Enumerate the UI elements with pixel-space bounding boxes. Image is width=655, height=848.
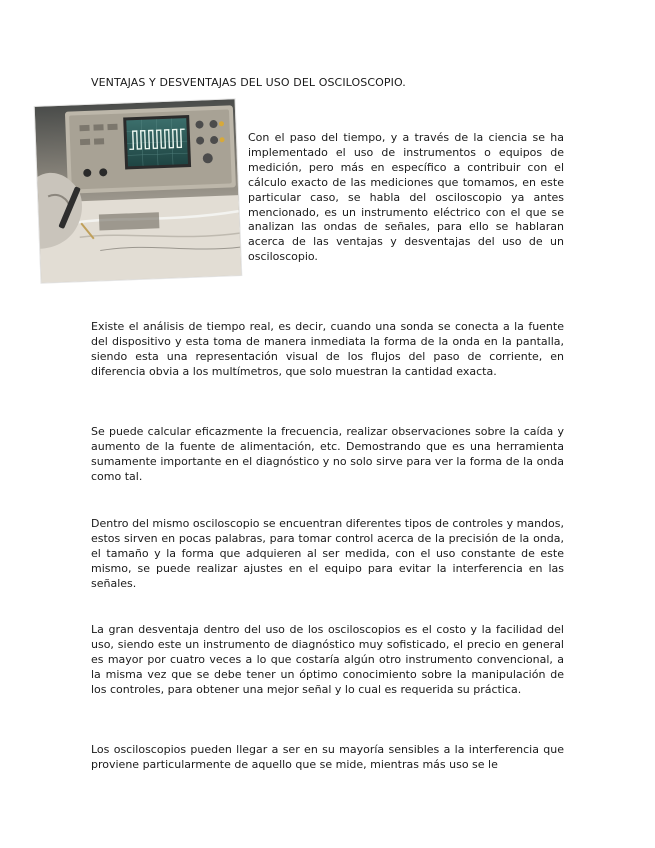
paragraph-interference: Los osciloscopios pueden llegar a ser en su mayoría sensibles a la interferencia que proviene particularmente de aquello que se mide, mientras más uso se le [91, 743, 564, 771]
paragraph-frequency: Se puede calcular eficazmente la frecuencia, realizar observaciones sobre la caída y aumento de la fuente de alimentación, etc. Demostrando que es una herramienta sumamente importante en el diagnóstico y no solo sirve para ver la forma de la onda como tal. [91, 425, 564, 483]
oscilloscope-photo-icon [35, 99, 242, 283]
document-title: VENTAJAS Y DESVENTAJAS DEL USO DEL OSCILOSCOPIO. [91, 76, 406, 89]
paragraph-disadvantage-cost: La gran desventaja dentro del uso de los osciloscopios es el costo y la facilidad del uso, siendo este un instrumento de diagnóstico muy sofisticado, el precio en general es mayor por cuatro veces a lo que costaría algún otro instrumento convencional, a la misma vez que se debe tener un óptimo conocimiento sobre la manipulación de los controles, para obtener una mejor señal y lo cual es requerida su práctica. [91, 623, 564, 696]
intro-paragraph: Con el paso del tiempo, y a través de la ciencia se ha implementado el uso de instrumentos o equipos de medición, pero más en específico a contribuir con el cálculo exacto de las mediciones que tomamos, en este particular caso, se habla del osciloscopio ya antes mencionado, es un instrumento eléctrico con el que se analizan las ondas de señales, para ello se hablaran acerca de las ventajas y desventajas del uso de un osciloscopio. [248, 131, 564, 264]
paragraph-controls: Dentro del mismo osciloscopio se encuentran diferentes tipos de controles y mandos, estos sirven en pocas palabras, para tomar control acerca de la precisión de la onda, el tamaño y la forma que adquieren al ser medida, con el uso constante de este mismo, se puede realizar ajustes en el equipo para evitar la interferencia en las señales. [91, 517, 564, 590]
paragraph-real-time-analysis: Existe el análisis de tiempo real, es decir, cuando una sonda se conecta a la fuente del dispositivo y esta toma de manera inmediata la forma de la onda en la pantalla, siendo esta una representación visual de los flujos del paso de corriente, en diferencia obvia a los multímetros, que solo muestran la cantidad exacta. [91, 320, 564, 378]
